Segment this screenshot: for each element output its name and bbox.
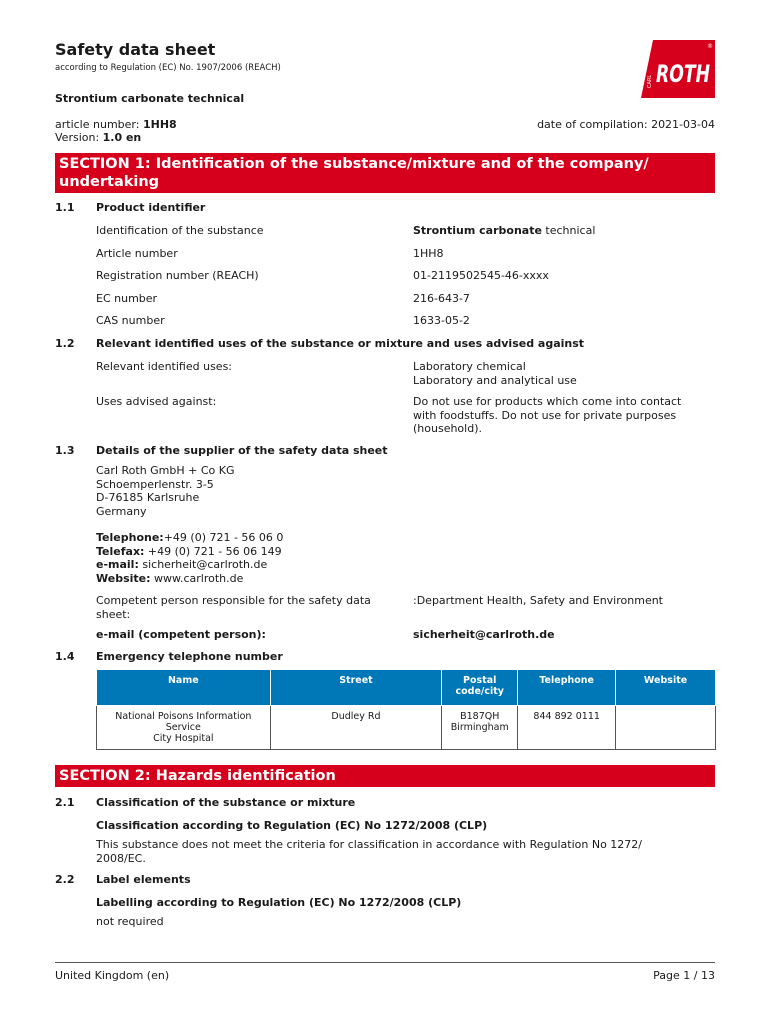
section-1-4-number: 1.4 bbox=[55, 650, 75, 663]
identifier-value: 216-643-7 bbox=[413, 292, 470, 305]
roth-logo bbox=[641, 40, 715, 98]
footer-locale: United Kingdom (en) bbox=[55, 969, 170, 982]
section-1-3-number: 1.3 bbox=[55, 444, 75, 457]
section-2-1-number: 2.1 bbox=[55, 796, 75, 809]
email-competent-label: e-mail (competent person): bbox=[96, 628, 266, 641]
svg-text:CARL: CARL bbox=[647, 74, 653, 88]
identifier-value: Strontium carbonate technical bbox=[413, 224, 596, 237]
relevant-uses-label: Relevant identified uses: bbox=[96, 360, 233, 373]
section-1-1-number: 1.1 bbox=[55, 201, 75, 214]
cell-postal: B187QH Birmingham bbox=[442, 706, 518, 750]
article-info: article number: 1HH8 Version: 1.0 en bbox=[55, 118, 177, 144]
supplier-address: Carl Roth GmbH + Co KG Schoemperlenstr. 3-5 D-76185 Karlsruhe Germany bbox=[96, 464, 235, 518]
footer-divider bbox=[55, 962, 715, 963]
page-number: Page 1 / 13 bbox=[653, 969, 715, 982]
column-header-telephone: Telephone bbox=[518, 670, 616, 706]
identifier-label: Registration number (REACH) bbox=[96, 269, 259, 282]
table-row bbox=[97, 706, 716, 750]
product-name: Strontium carbonate technical bbox=[55, 92, 245, 105]
section-1-1-title: Product identifier bbox=[96, 201, 206, 214]
column-header-name: Name bbox=[97, 670, 271, 706]
column-header-street: Street bbox=[270, 670, 442, 706]
supplier-contacts: Telephone:+49 (0) 721 - 56 06 0 Telefax: +49 (0) 721 - 56 06 149 e-mail: sicherheit@carlroth.de Website: www.carlroth.de bbox=[96, 531, 284, 585]
clp-labelling-title: Labelling according to Regulation (EC) No 1272/2008 (CLP) bbox=[96, 896, 462, 909]
clp-classification-title: Classification according to Regulation (EC) No 1272/2008 (CLP) bbox=[96, 819, 488, 832]
email-competent-link[interactable]: sicherheit@carlroth.de bbox=[413, 628, 555, 641]
section-1-2-number: 1.2 bbox=[55, 337, 75, 350]
svg-text:ROTH: ROTH bbox=[656, 60, 710, 88]
section-2-heading: SECTION 2: Hazards identification bbox=[55, 765, 715, 787]
compilation-date: date of compilation: 2021-03-04 bbox=[537, 118, 715, 131]
telefax-value: +49 (0) 721 - 56 06 149 bbox=[144, 544, 282, 558]
table-header-row bbox=[97, 670, 716, 706]
identifier-label: Identification of the substance bbox=[96, 224, 264, 237]
competent-person-value: :Department Health, Safety and Environment bbox=[413, 594, 663, 607]
labelling-text: not required bbox=[96, 915, 164, 928]
section-1-2-title: Relevant identified uses of the substance or mixture and uses advised against bbox=[96, 337, 585, 350]
column-header-postal: Postal code/city bbox=[442, 670, 518, 706]
telephone-value: +49 (0) 721 - 56 06 0 bbox=[163, 531, 284, 544]
identifier-label: CAS number bbox=[96, 314, 165, 327]
identifier-value: 1633-05-2 bbox=[413, 314, 470, 327]
cell-street: Dudley Rd bbox=[270, 706, 442, 750]
classification-text: This substance does not meet the criteria for classification in accordance with Regulation No 1272/ 2008/EC. bbox=[96, 838, 642, 865]
regulation-subtitle: according to Regulation (EC) No. 1907/2006 (REACH) bbox=[55, 63, 281, 73]
emergency-contacts-table bbox=[96, 669, 716, 750]
email-link[interactable]: sicherheit@carlroth.de bbox=[138, 558, 268, 571]
identifier-label: Article number bbox=[96, 247, 178, 260]
identifier-value: 1HH8 bbox=[413, 247, 444, 260]
section-2-2-title: Label elements bbox=[96, 873, 191, 886]
website-link[interactable]: www.carlroth.de bbox=[150, 571, 244, 585]
cell-telephone: 844 892 0111 bbox=[518, 706, 616, 750]
svg-text:®: ® bbox=[707, 43, 713, 50]
cell-name: National Poisons Information Service City Hospital bbox=[97, 706, 271, 750]
document-title: Safety data sheet bbox=[55, 40, 216, 59]
column-header-website: Website bbox=[616, 670, 716, 706]
section-2-1-title: Classification of the substance or mixture bbox=[96, 796, 356, 809]
section-1-4-title: Emergency telephone number bbox=[96, 650, 283, 663]
relevant-uses-value: Laboratory chemical Laboratory and analytical use bbox=[413, 360, 577, 387]
identifier-label: EC number bbox=[96, 292, 158, 305]
section-2-2-number: 2.2 bbox=[55, 873, 75, 886]
identifier-value: 01-2119502545-46-xxxx bbox=[413, 269, 549, 282]
uses-advised-against-label: Uses advised against: bbox=[96, 395, 217, 408]
uses-advised-against-value: Do not use for products which come into contact with foodstuffs. Do not use for private purposes (household). bbox=[413, 395, 682, 435]
section-1-heading: SECTION 1: Identification of the substance/mixture and of the company/ undertaking bbox=[55, 153, 715, 193]
competent-person-label: Competent person responsible for the safety data sheet: bbox=[96, 594, 371, 621]
cell-website bbox=[616, 706, 716, 750]
section-1-3-title: Details of the supplier of the safety data sheet bbox=[96, 444, 388, 457]
